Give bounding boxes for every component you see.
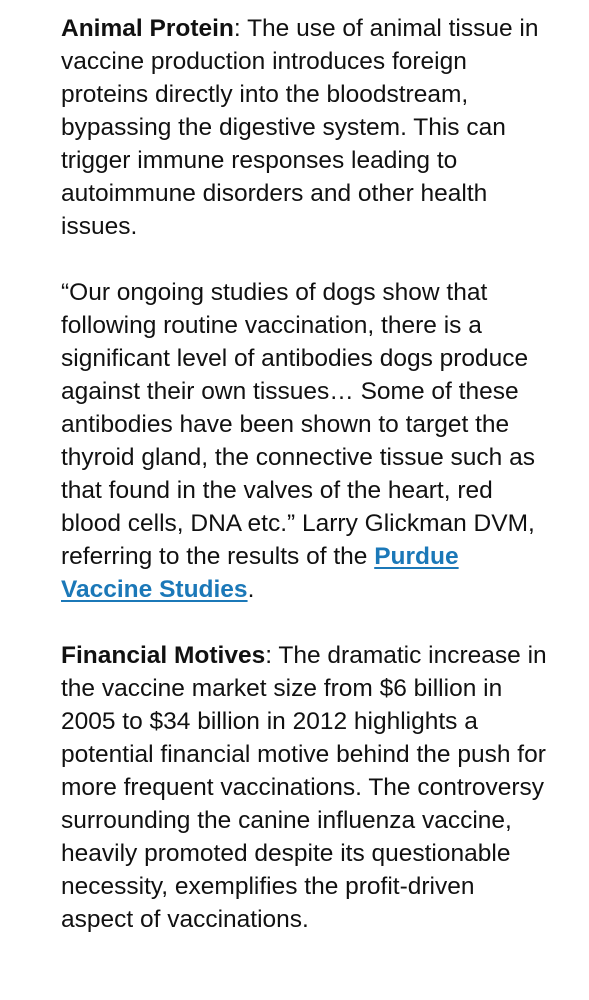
heading-financial-motives: Financial Motives — [61, 642, 266, 669]
paragraph-quote — [61, 276, 549, 606]
heading-colon: : — [233, 15, 241, 42]
paragraph-financial-motives-text: The dramatic increase in the vaccine market size from $6 billion in 2005 to $34 billion in 2012 highlights a potential financial motive behind the push for more frequent vaccinations. The controversy surrounding the canine influenza vaccine, heavily promoted despite its questionable necessity, exemplifies the profit-driven aspect of vaccinations. — [61, 642, 547, 933]
paragraph-animal-protein-text: The use of animal tissue in vaccine production introduces foreign proteins directly into the bloodstream, bypassing the digestive system. This can trigger immune responses leading to autoimmune disorders and other health issues. — [61, 15, 539, 240]
quote-text: “Our ongoing studies of dogs show that following routine vaccination, there is a significant level of antibodies dogs produce against their own tissues… Some of these antibodies have been shown to target the thyroid gland, the connective tissue such as that found in the valves of the heart, red blood cells, DNA etc.” Larry Glickman DVM, referring to the results of the — [61, 279, 535, 570]
purdue-vaccine-studies-link[interactable]: Purdue Vaccine Studies — [61, 543, 459, 603]
paragraph-financial-motives — [61, 639, 549, 936]
paragraph-animal-protein — [61, 12, 549, 243]
heading-colon: : — [265, 642, 273, 669]
heading-animal-protein: Animal Protein — [61, 15, 234, 42]
quote-end-period: . — [247, 576, 255, 603]
